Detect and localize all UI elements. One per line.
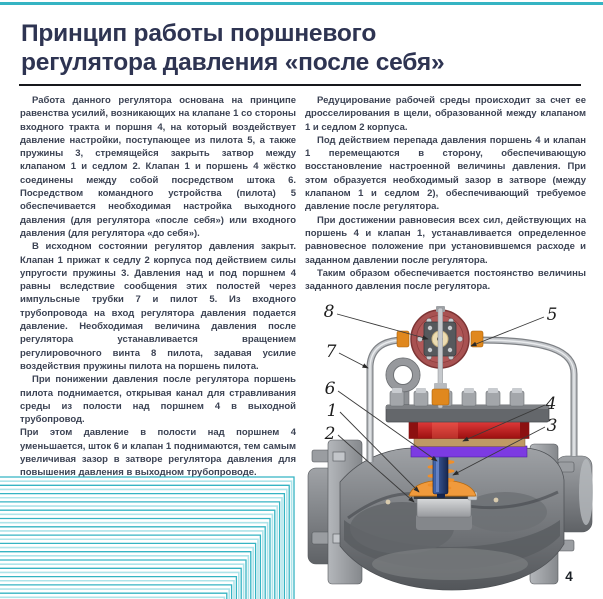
paragraph: Под действием перепада давления поршень 4 и клапан 1 перемещаются в сторону, обеспечивающую восстановление настроенной величины давления. При этом образуется необходимый зазор в затворе (между клапаном 1 и седлом 2), обеспечивающий требуемое давление после регулятора. xyxy=(305,134,586,213)
corner-lines-decoration xyxy=(0,476,298,599)
paragraph: При достижении равновесия всех сил, действующих на поршень 4 и клапан 1, устанавливается определенное равновесное положение при установившемся расходе и заданном давлении после регулятора. xyxy=(305,214,586,266)
callout-5: 5 xyxy=(546,305,558,325)
paragraph: Редуцирование рабочей среды происходит за счет ее дросселирования в щели, образованной между клапаном 1 и седлом 2 корпуса. xyxy=(305,95,586,133)
paragraph: При понижении давления после регулятора поршень пилота поднимается, открывая канал для стравливания среды из полости над поршнем 4 в выходной трубопровод. xyxy=(20,374,296,426)
paragraph: Работа данного регулятора основана на принципе равенства усилий, возникающих на клапане 1 со стороны входного тракта и поршня 4, на который воздействует давление настройки, поступающее из пилота 5, а также пружины 3, стремящейся закрыть затвор между клапаном 1 и седлом 2. Клапан 1 и поршень 4 жёстко соединены между собой посредством штока 6. Посредством командного устройства (пилота) 5 обеспечивается необходимая настройка выходного давления (для регулятора «после себя») или входного давления (для регулятора «до себя»). xyxy=(20,95,296,239)
callout-1: 1 xyxy=(326,401,338,421)
valve-diagram xyxy=(300,295,603,599)
callout-4: 4 xyxy=(545,394,557,414)
paragraph: При этом давление в полости над поршнем 4 уменьшается, шток 6 и клапан 1 поднимаются, тем самым увеличивая зазор в затворе регулятора давления для повышения давления в выходном трубопроводе. xyxy=(20,427,296,479)
page-title xyxy=(21,19,581,77)
callout-8: 8 xyxy=(323,302,335,322)
paragraph: В исходном состоянии регулятор давления закрыт. Клапан 1 прижат к седлу 2 корпуса под действием силы упругости пружины 3. Давления над и под поршнем 4 равны вследствие сообщения этих полостей через импульсные трубки 7 и пилот 5. Из входного трубопровода на вход регулятора давления подается давление. Необходимая величина давления после регулятора устанавливается вращением регулировочного винта 8 пилота, задавая усилие воздействия пружины пилота на поршень пилота. xyxy=(20,241,296,372)
page-title-line1: Принцип работы поршневого xyxy=(21,20,377,47)
callout-6: 6 xyxy=(324,379,336,399)
page-number: 4 xyxy=(565,569,573,584)
title-divider-rule xyxy=(19,84,581,86)
top-accent-rule xyxy=(0,2,603,5)
callout-3: 3 xyxy=(546,416,558,436)
paragraph: Таким образом обеспечивается постоянство величины заданного давления после регулятора. xyxy=(305,267,586,293)
callout-7: 7 xyxy=(325,342,337,362)
valve-seat xyxy=(414,492,477,530)
actuator-cylinder xyxy=(409,421,529,457)
bonnet xyxy=(386,388,549,422)
callout-2: 2 xyxy=(324,424,336,444)
text-column-left xyxy=(20,94,296,480)
page-title-line2: регулятора давления «после себя» xyxy=(21,49,445,76)
